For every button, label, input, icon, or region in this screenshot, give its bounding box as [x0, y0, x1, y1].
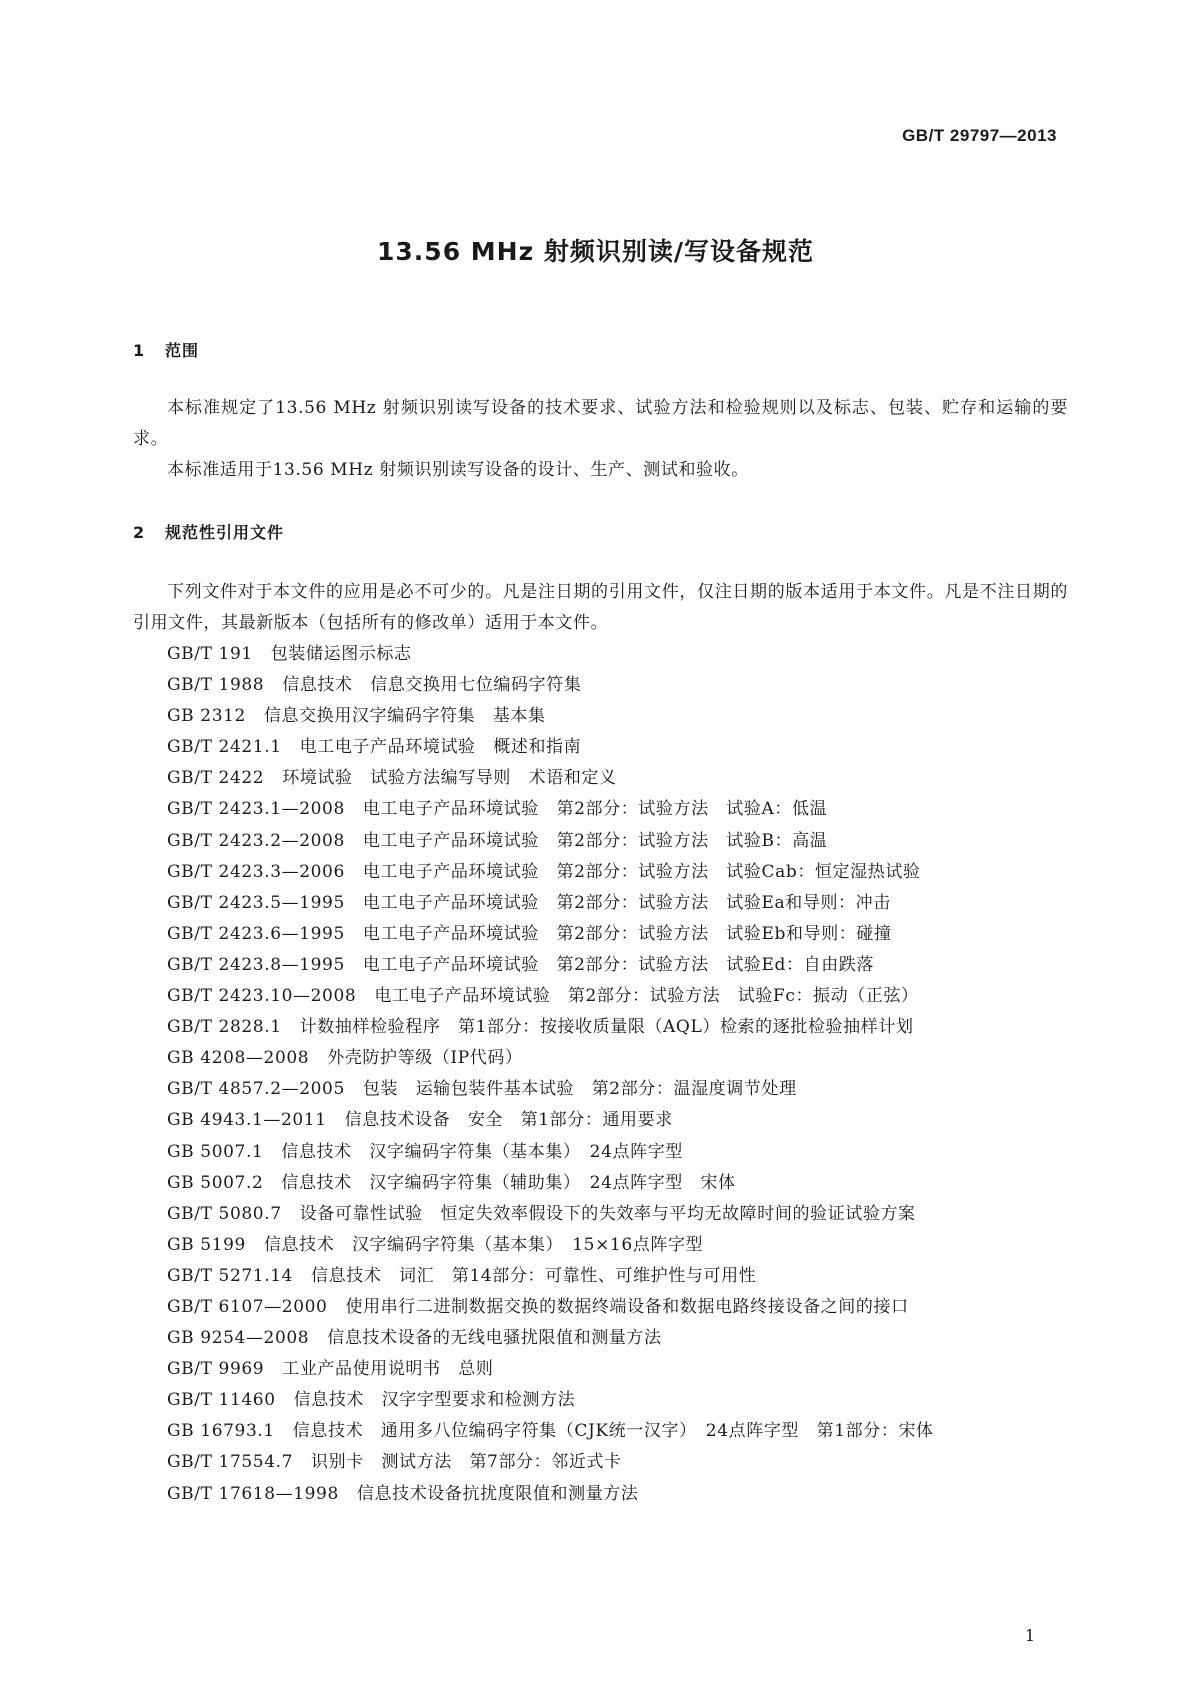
- section-2-title: 规范性引用文件: [165, 523, 285, 542]
- reference-code: GB/T 2423.3—2006: [167, 861, 345, 882]
- reference-item: [167, 1074, 1067, 1105]
- reference-item: [167, 794, 1067, 825]
- reference-code: GB/T 2422: [167, 768, 265, 789]
- reference-item: [167, 1292, 1067, 1323]
- reference-code: GB/T 2423.8—1995: [167, 954, 345, 975]
- reference-item: [167, 763, 1067, 794]
- reference-title: 电工电子产品环境试验 第2部分：试验方法 试验A：低温: [362, 799, 828, 820]
- reference-title: 电工电子产品环境试验 第2部分：试验方法 试验Ed：自由跌落: [362, 954, 874, 975]
- reference-code: GB/T 6107—2000: [167, 1296, 328, 1317]
- reference-item: [167, 1261, 1067, 1292]
- reference-item: [167, 1012, 1067, 1043]
- reference-title: 电工电子产品环境试验 概述和指南: [299, 737, 582, 758]
- reference-code: GB/T 2423.2—2008: [167, 830, 345, 851]
- reference-code: GB 5199: [167, 1234, 246, 1255]
- reference-code: GB 4208—2008: [167, 1048, 310, 1069]
- reference-item: [167, 888, 1067, 919]
- reference-item: [167, 701, 1067, 732]
- reference-title: 信息技术 汉字字型要求和检测方法: [293, 1390, 576, 1411]
- reference-item: [167, 1105, 1067, 1136]
- reference-title: 使用串行二进制数据交换的数据终端设备和数据电路终接设备之间的接口: [345, 1296, 909, 1317]
- reference-code: GB/T 2423.5—1995: [167, 892, 345, 913]
- reference-code: GB/T 9969: [167, 1359, 265, 1380]
- reference-code: GB/T 17618—1998: [167, 1483, 339, 1504]
- reference-title: 识别卡 测试方法 第7部分：邻近式卡: [311, 1452, 622, 1473]
- section-1-title: 范围: [165, 341, 200, 360]
- reference-title: 信息技术 汉字编码字符集（基本集） 24点阵字型: [281, 1141, 683, 1162]
- reference-code: GB/T 11460: [167, 1390, 276, 1411]
- references-intro: 下列文件对于本文件的应用是必不可少的。凡是注日期的引用文件，仅注日期的版本适用于本文件。凡是不注日期的引用文件，其最新版本（包括所有的修改单）适用于本文件。: [133, 582, 1068, 633]
- reference-item: [167, 1416, 1067, 1447]
- scope-paragraph-2: 本标准适用于13.56 MHz 射频识别读写设备的设计、生产、测试和验收。: [167, 460, 749, 480]
- scope-paragraph-1: 本标准规定了13.56 MHz 射频识别读写设备的技术要求、试验方法和检验规则以及标志、包装、贮存和运输的要求。: [133, 398, 1068, 449]
- page-number: 1: [1024, 1626, 1035, 1645]
- reference-code: GB/T 2828.1: [167, 1017, 282, 1038]
- reference-code: GB/T 4857.2—2005: [167, 1079, 345, 1100]
- reference-title: 电工电子产品环境试验 第2部分：试验方法 试验Fc：振动（正弦）: [374, 986, 919, 1007]
- reference-item: [167, 732, 1067, 763]
- reference-item: [167, 1043, 1067, 1074]
- reference-item: [167, 1230, 1067, 1261]
- reference-title: 电工电子产品环境试验 第2部分：试验方法 试验Cab：恒定湿热试验: [362, 861, 921, 882]
- reference-code: GB 16793.1: [167, 1421, 275, 1442]
- reference-title: 包装 运输包装件基本试验 第2部分：温湿度调节处理: [362, 1079, 797, 1100]
- reference-code: GB/T 5271.14: [167, 1265, 294, 1286]
- reference-code: GB 5007.1: [167, 1141, 264, 1162]
- reference-title: 设备可靠性试验 恒定失效率假设下的失效率与平均无故障时间的验证试验方案: [299, 1203, 916, 1224]
- section-1-heading: [133, 338, 199, 361]
- reference-code: GB/T 2423.10—2008: [167, 986, 357, 1007]
- reference-title: 环境试验 试验方法编写导则 术语和定义: [282, 768, 617, 789]
- reference-title: 信息技术设备的无线电骚扰限值和测量方法: [327, 1328, 662, 1349]
- reference-title: 计数抽样检验程序 第1部分：按接收质量限（AQL）检索的逐批检验抽样计划: [299, 1017, 914, 1038]
- reference-code: GB/T 2421.1: [167, 737, 282, 758]
- reference-item: [167, 1199, 1067, 1230]
- reference-title: 包装储运图示标志: [270, 644, 412, 664]
- reference-code: GB/T 2423.6—1995: [167, 923, 345, 944]
- document-title: 13.56 MHz 射频识别读/写设备规范: [377, 237, 814, 266]
- section-2-heading: [133, 520, 284, 543]
- reference-title: 信息交换用汉字编码字符集 基本集: [263, 706, 546, 727]
- reference-code: GB/T 17554.7: [167, 1452, 294, 1473]
- reference-code: GB/T 191: [167, 644, 253, 664]
- reference-item: [167, 1168, 1067, 1199]
- reference-title: 信息技术设备抗扰度限值和测量方法: [356, 1483, 639, 1504]
- reference-title: 外壳防护等级（IP代码）: [327, 1048, 523, 1069]
- reference-title: 信息技术 信息交换用七位编码字符集: [282, 675, 582, 696]
- reference-code: GB/T 5080.7: [167, 1203, 282, 1224]
- reference-code: GB 5007.2: [167, 1172, 264, 1193]
- reference-item: [167, 639, 1067, 670]
- section-1-number: 1: [133, 341, 146, 360]
- reference-code: GB 9254—2008: [167, 1328, 310, 1349]
- reference-code: GB 2312: [167, 706, 246, 727]
- reference-item: [167, 1323, 1067, 1354]
- reference-title: 信息技术 通用多八位编码字符集（CJK统一汉字） 24点阵字型 第1部分：宋体: [292, 1421, 934, 1442]
- reference-item: [167, 981, 1067, 1012]
- reference-title: 信息技术 汉字编码字符集（辅助集） 24点阵字型 宋体: [281, 1172, 736, 1193]
- reference-title: 工业产品使用说明书 总则: [282, 1359, 494, 1380]
- reference-item: [167, 826, 1067, 857]
- reference-title: 电工电子产品环境试验 第2部分：试验方法 试验B：高温: [362, 830, 828, 851]
- reference-list: [167, 639, 1067, 1510]
- reference-title: 电工电子产品环境试验 第2部分：试验方法 试验Ea和导则：冲击: [362, 892, 891, 913]
- reference-item: [167, 1137, 1067, 1168]
- reference-title: 信息技术 词汇 第14部分：可靠性、可维护性与可用性: [311, 1265, 757, 1286]
- section-2-number: 2: [133, 523, 146, 542]
- reference-title: 电工电子产品环境试验 第2部分：试验方法 试验Eb和导则：碰撞: [362, 923, 892, 944]
- reference-item: [167, 950, 1067, 981]
- reference-item: [167, 1447, 1067, 1478]
- reference-code: GB/T 1988: [167, 675, 265, 696]
- reference-code: GB/T 2423.1—2008: [167, 799, 345, 820]
- reference-item: [167, 919, 1067, 950]
- reference-item: [167, 670, 1067, 701]
- reference-item: [167, 1354, 1067, 1385]
- reference-item: [167, 857, 1067, 888]
- reference-title: 信息技术 汉字编码字符集（基本集） 15×16点阵字型: [263, 1234, 704, 1255]
- standard-code: GB/T 29797—2013: [902, 126, 1057, 145]
- reference-title: 信息技术设备 安全 第1部分：通用要求: [344, 1110, 673, 1131]
- reference-code: GB 4943.1—2011: [167, 1110, 327, 1131]
- reference-item: [167, 1479, 1067, 1510]
- reference-item: [167, 1385, 1067, 1416]
